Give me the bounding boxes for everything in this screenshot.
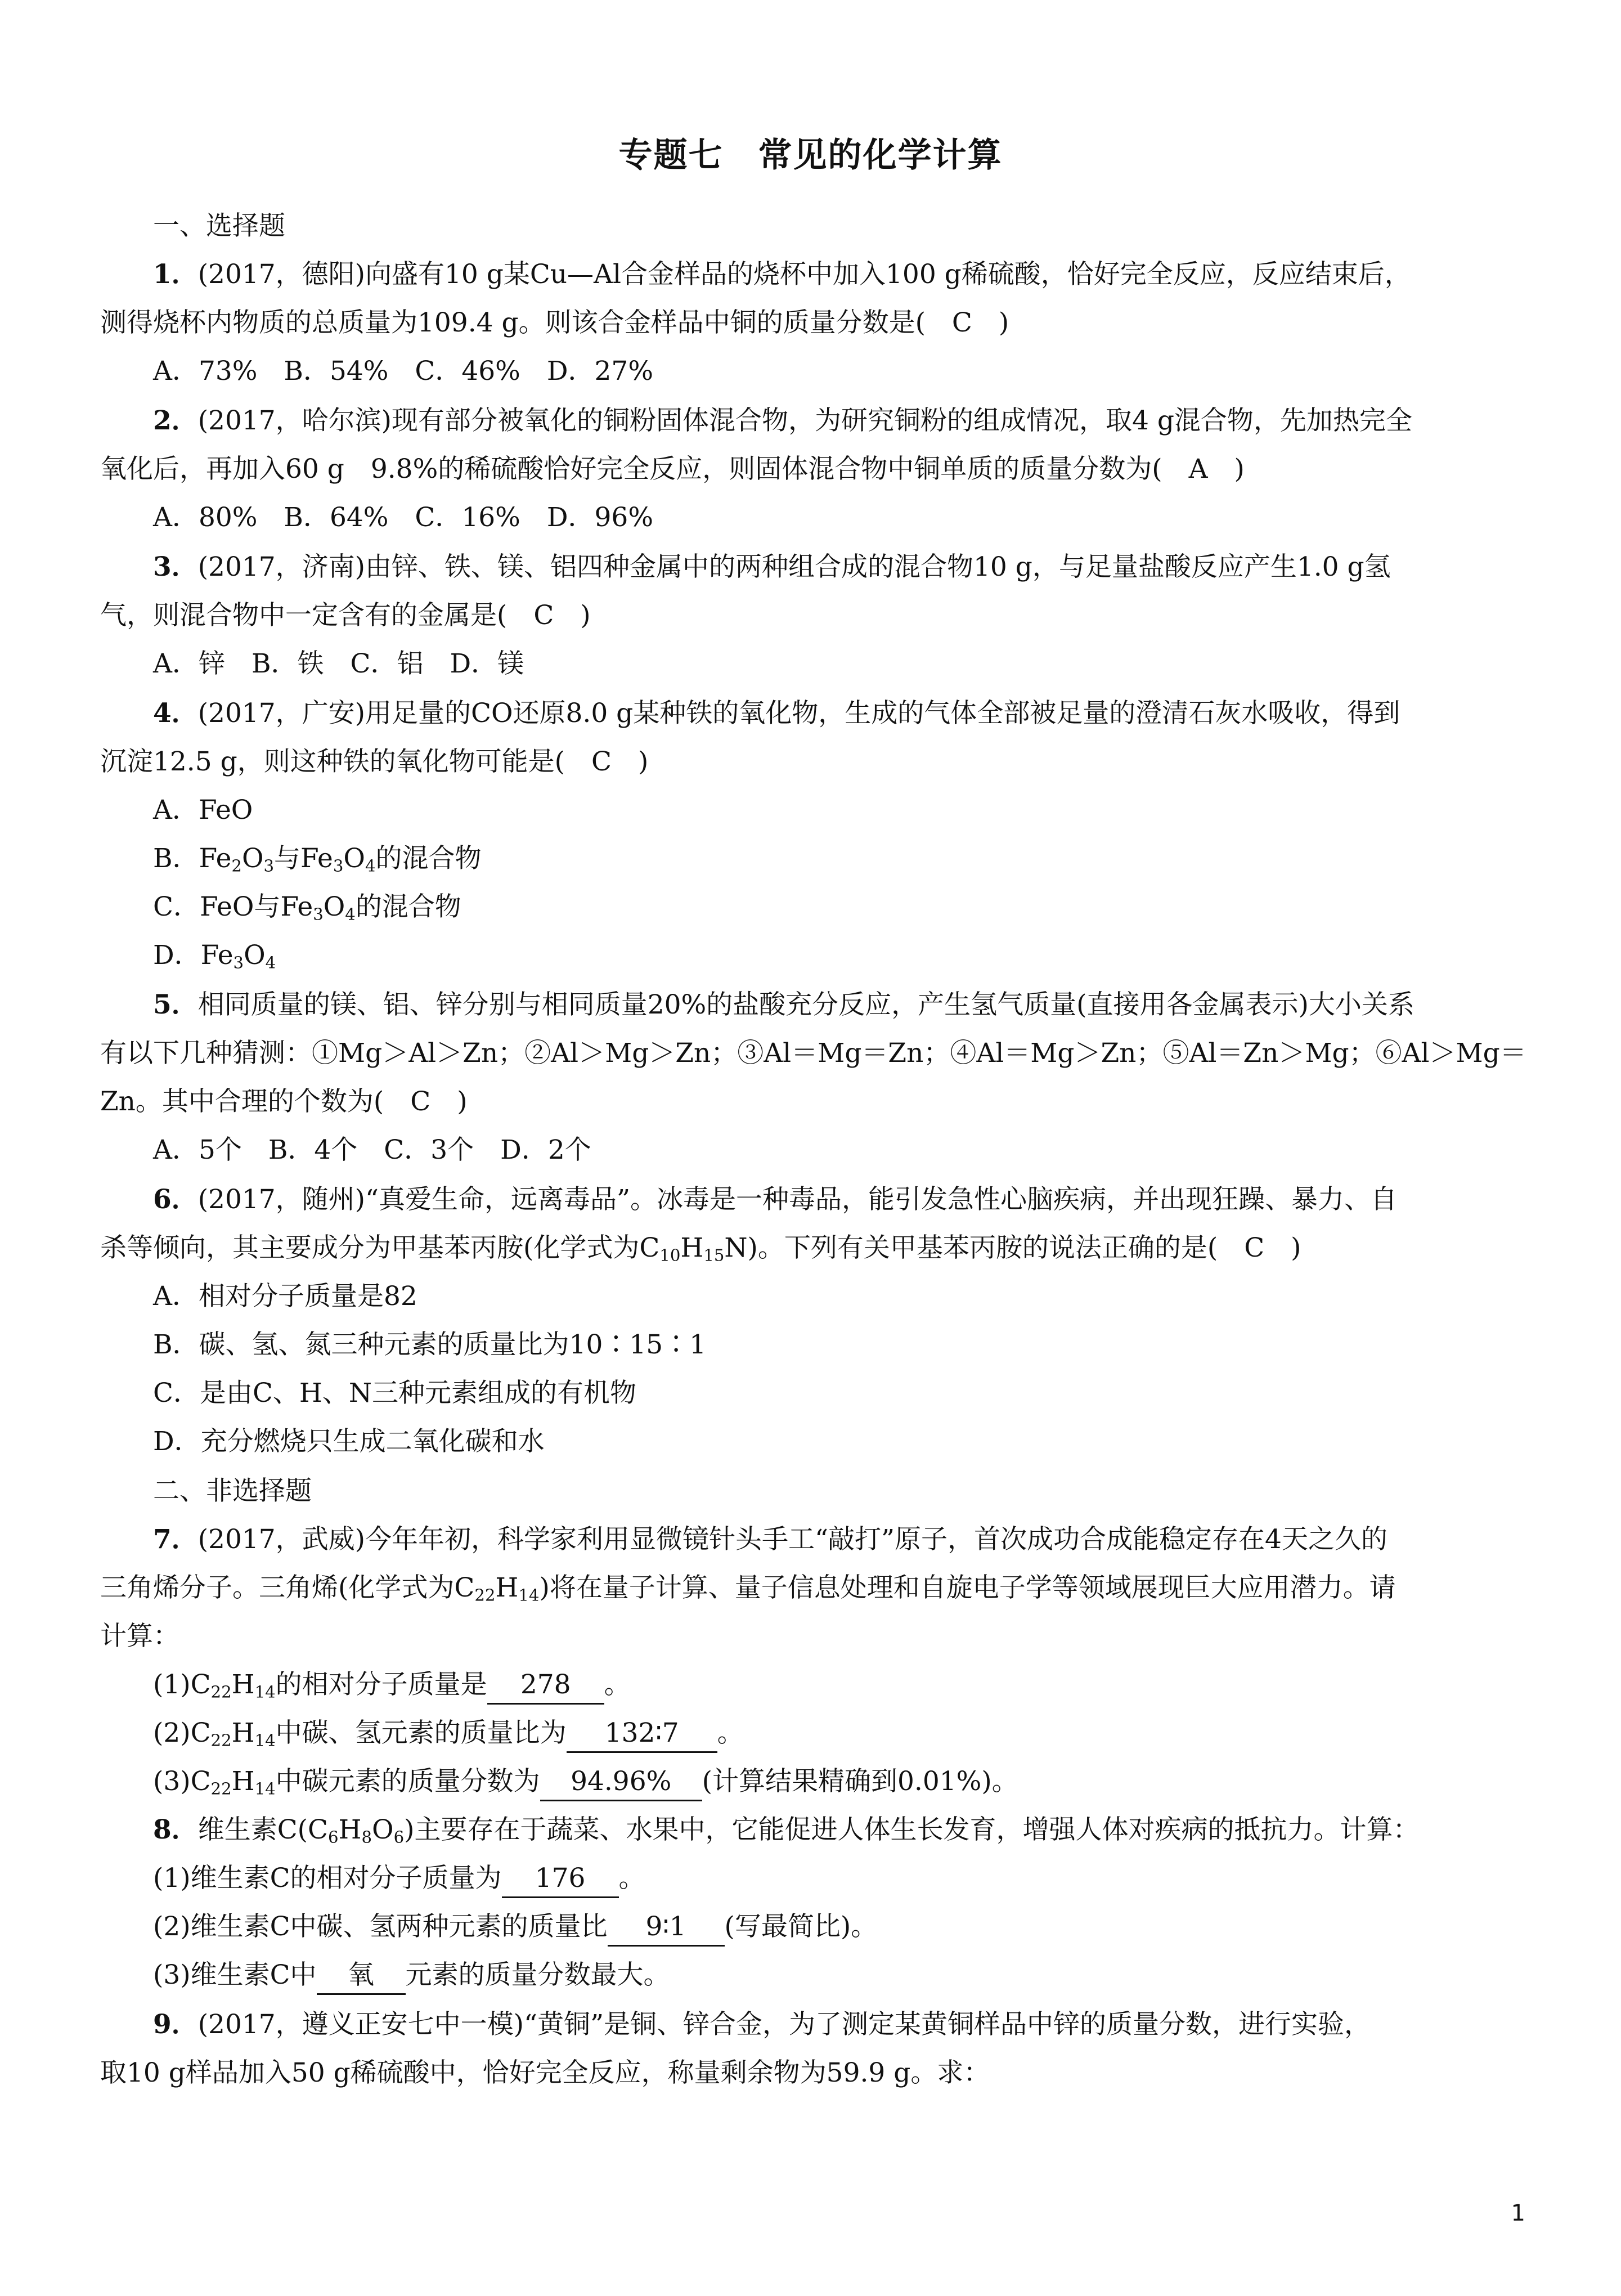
question-6: 6．(2017，随州)“真爱生命，远离毒品”。冰毒是一种毒品，能引发急性心脑疾病，并出现狂躁、暴力、自 [153,1184,1398,1215]
question-4-option-c: C．FeO与$Fe_3O_4$的混合物 [153,891,461,924]
question-2-cont: 氧化后，再加入60 g 9.8%的稀硫酸恰好完全反应，则固体混合物中铜单质的质量分数为( A ) [100,454,1245,485]
question-4-option-b: B．$Fe_2O_3$与$Fe_3O_4$的混合物 [153,843,482,876]
question-7-sub-3: $(3)C_{22}H_{14}$中碳元素的质量分数为 94.96% (计算结果精确到0.01%)。 [153,1764,1018,1801]
answer-blank: 176 [502,1860,619,1898]
answer-blank: 132∶7 [567,1715,717,1753]
question-6-option-c: C．是由C、H、N三种元素组成的有机物 [153,1378,637,1409]
question-6-cont: 杀等倾向，其主要成分为甲基苯丙胺(化学式为$C_{10}H_{15}N$)。下列有关甲基苯丙胺的说法正确的是( C ) [100,1232,1301,1265]
question-4-option-d: D．$Fe_3O_4$ [153,940,276,972]
question-5-cont-2: Zn。其中合理的个数为( C ) [100,1086,468,1117]
question-1-cont: 测得烧杯内物质的总质量为109.4 g。则该合金样品中铜的质量分数是( C ) [100,307,1009,338]
section-heading-nonchoice: 二、非选择题 [153,1476,312,1506]
question-3: 3．(2017，济南)由锌、铁、镁、铝四种金属中的两种组合成的混合物10 g，与足量盐酸反应产生1.0 g氢 [153,551,1391,582]
page-number: 1 [1511,2200,1525,2226]
question-8-sub-2: (2)维生素C中碳、氢两种元素的质量比 9∶1 (写最简比)。 [153,1909,877,1947]
question-8-sub-3: (3)维生素C中 氧 元素的质量分数最大。 [153,1957,670,1995]
question-6-option-d: D．充分燃烧只生成二氧化碳和水 [153,1426,545,1457]
answer-blank: 94.96% [540,1764,702,1801]
question-2-options: A．80% B．64% C．16% D．96% [153,502,653,533]
question-5-options: A．5个 B．4个 C．3个 D．2个 [153,1134,591,1165]
question-4-cont: 沉淀12.5 g，则这种铁的氧化物可能是( C ) [100,746,649,777]
question-5-cont: 有以下几种猜测：①Mg＞Al＞Zn；②Al＞Mg＞Zn；③Al＝Mg＝Zn；④Al＝Mg＞Zn；⑤Al＝Zn＞Mg；⑥Al＞Mg＝ [100,1038,1526,1069]
question-6-option-b: B．碳、氢、氮三种元素的质量比为10∶15∶1 [153,1329,707,1360]
question-7-cont: 三角烯分子。三角烯(化学式为$C_{22}H_{14}$)将在量子计算、量子信息处理和自旋电子学等领域展现巨大应用潜力。请 [100,1572,1396,1605]
question-5: 5．相同质量的镁、铝、锌分别与相同质量20%的盐酸充分反应，产生氢气质量(直接用各金属表示)大小关系 [153,989,1415,1020]
question-4-option-a: A．FeO [153,795,253,826]
question-3-cont: 气，则混合物中一定含有的金属是( C ) [100,600,591,631]
question-9-cont: 取10 g样品加入50 g稀硫酸中，恰好完全反应，称量剩余物为59.9 g。求： [100,2057,990,2088]
question-8-sub-1: (1)维生素C的相对分子质量为 176 。 [153,1860,645,1898]
question-7-sub-1: $(1)C_{22}H_{14}$的相对分子质量是 278 。 [153,1667,631,1705]
question-7-cont-2: 计算： [100,1621,179,1652]
question-2: 2．(2017，哈尔滨)现有部分被氧化的铜粉固体混合物，为研究铜粉的组成情况，取4 g混合物，先加热完全 [153,405,1412,436]
section-heading-choice: 一、选择题 [153,210,285,241]
question-7-sub-2: $(2)C_{22}H_{14}$中碳、氢元素的质量比为 132∶7 。 [153,1715,744,1753]
question-7: 7．(2017，武威)今年年初，科学家利用显微镜针头手工“敲打”原子，首次成功合成能稳定存在4天之久的 [153,1524,1387,1555]
question-8: 8．维生素$C(C_6H_8O_6)$主要存在于蔬菜、水果中，它能促进人体生长发育，增强人体对疾病的抵抗力。计算： [153,1814,1420,1847]
answer-blank: 9∶1 [608,1909,725,1947]
question-6-option-a: A．相对分子质量是82 [153,1281,417,1312]
question-1-options: A．73% B．54% C．46% D．27% [153,356,653,387]
question-1: 1．(2017，德阳)向盛有10 g某Cu—Al合金样品的烧杯中加入100 g稀硫酸，恰好完全反应，反应结束后， [153,259,1411,290]
question-4: 4．(2017，广安)用足量的CO还原8.0 g某种铁的氧化物，生成的气体全部被足量的澄清石灰水吸收，得到 [153,698,1400,729]
question-3-options: A．锌 B．铁 C．铝 D．镁 [153,648,524,679]
answer-blank: 278 [487,1667,604,1705]
question-9: 9．(2017，遵义正安七中一模)“黄铜”是铜、锌合金，为了测定某黄铜样品中锌的质量分数，进行实验， [153,2009,1371,2040]
answer-blank: 氧 [317,1957,406,1995]
page-title: 专题七 常见的化学计算 [618,136,1003,175]
